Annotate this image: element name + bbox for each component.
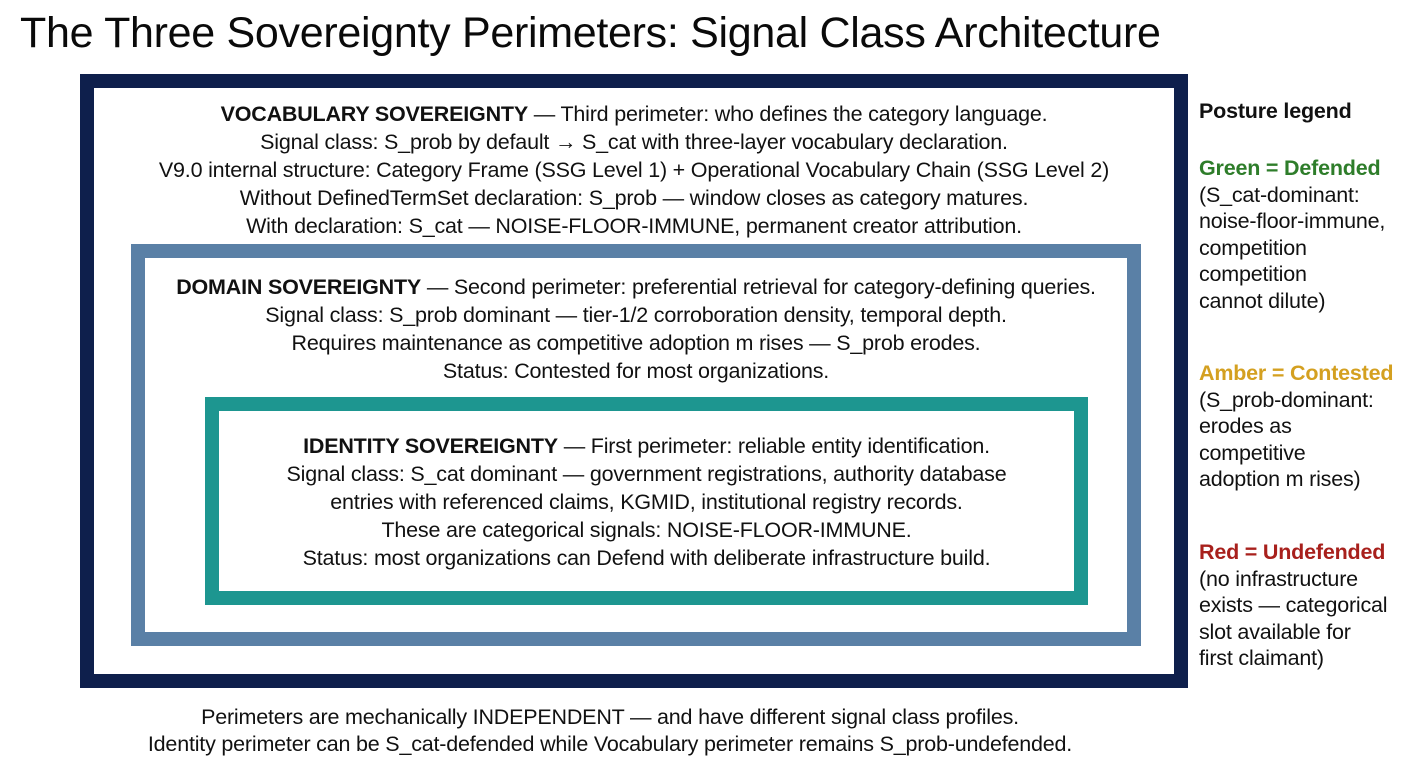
vocabulary-heading: VOCABULARY SOVEREIGNTY	[220, 102, 528, 126]
identity-signal-class-continued: entries with referenced claims, KGMID, institutional registry records.	[330, 490, 963, 514]
vocabulary-line-1	[94, 100, 1174, 128]
legend-green-head: Green = Defended	[1199, 156, 1381, 180]
domain-line-1	[145, 273, 1127, 301]
identity-categorical-signals: These are categorical signals: NOISE-FLOOR-IMMUNE.	[381, 518, 912, 542]
legend-amber-head: Amber = Contested	[1199, 361, 1394, 385]
identity-description: — First perimeter: reliable entity identification.	[557, 434, 990, 458]
vocabulary-without-declaration: Without DefinedTermSet declaration: S_prob — window closes as category matures.	[239, 186, 1029, 210]
legend-title: Posture legend	[1199, 99, 1352, 123]
footer-note	[60, 704, 1160, 758]
domain-signal-class: Signal class: S_prob dominant — tier-1/2 corroboration density, temporal depth.	[265, 303, 1007, 327]
domain-status: Status: Contested for most organizations.	[442, 359, 830, 383]
footer-line-2: Identity perimeter can be S_cat-defended while Vocabulary perimeter remains S_prob-undefended.	[147, 732, 1073, 756]
legend-amber-desc: (S_prob-dominant: erodes as competitive adoption m rises)	[1199, 387, 1374, 491]
legend-item-red	[1199, 539, 1408, 672]
domain-maintenance: Requires maintenance as competitive adoption m rises — S_prob erodes.	[291, 331, 981, 355]
domain-sovereignty-text	[145, 273, 1127, 385]
identity-signal-class: Signal class: S_cat dominant — government registrations, authority database	[286, 462, 1007, 486]
identity-sovereignty-text	[219, 432, 1074, 572]
vocabulary-description: — Third perimeter: who defines the category language.	[527, 102, 1048, 126]
identity-status: Status: most organizations can Defend with deliberate infrastructure build.	[302, 546, 991, 570]
diagram-title: The Three Sovereignty Perimeters: Signal Class Architecture	[20, 9, 1161, 57]
vocabulary-internal-structure: V9.0 internal structure: Category Frame (SSG Level 1) + Operational Vocabulary Chain (SSG Level 2)	[158, 158, 1110, 182]
identity-heading: IDENTITY SOVEREIGNTY	[303, 434, 558, 458]
domain-heading: DOMAIN SOVEREIGNTY	[176, 275, 422, 299]
vocabulary-signal-class: Signal class: S_prob by default → S_cat with three-layer vocabulary declaration.	[260, 130, 1008, 154]
legend-item-amber	[1199, 360, 1408, 493]
footer-line-1: Perimeters are mechanically INDEPENDENT — and have different signal class profiles.	[201, 705, 1019, 729]
legend-green-desc: (S_cat-dominant: noise-floor-immune, competition competition cannot dilute)	[1199, 182, 1386, 313]
posture-legend	[1199, 98, 1404, 670]
legend-item-green	[1199, 155, 1408, 314]
identity-line-1	[219, 432, 1074, 460]
vocabulary-with-declaration: With declaration: S_cat — NOISE-FLOOR-IMMUNE, permanent creator attribution.	[246, 214, 1022, 238]
legend-red-head: Red = Undefended	[1199, 540, 1386, 564]
legend-red-desc: (no infrastructure exists — categorical slot available for first claimant)	[1199, 566, 1388, 670]
vocabulary-sovereignty-text	[94, 100, 1174, 240]
domain-description: — Second perimeter: preferential retrieval for category-defining queries.	[421, 275, 1096, 299]
